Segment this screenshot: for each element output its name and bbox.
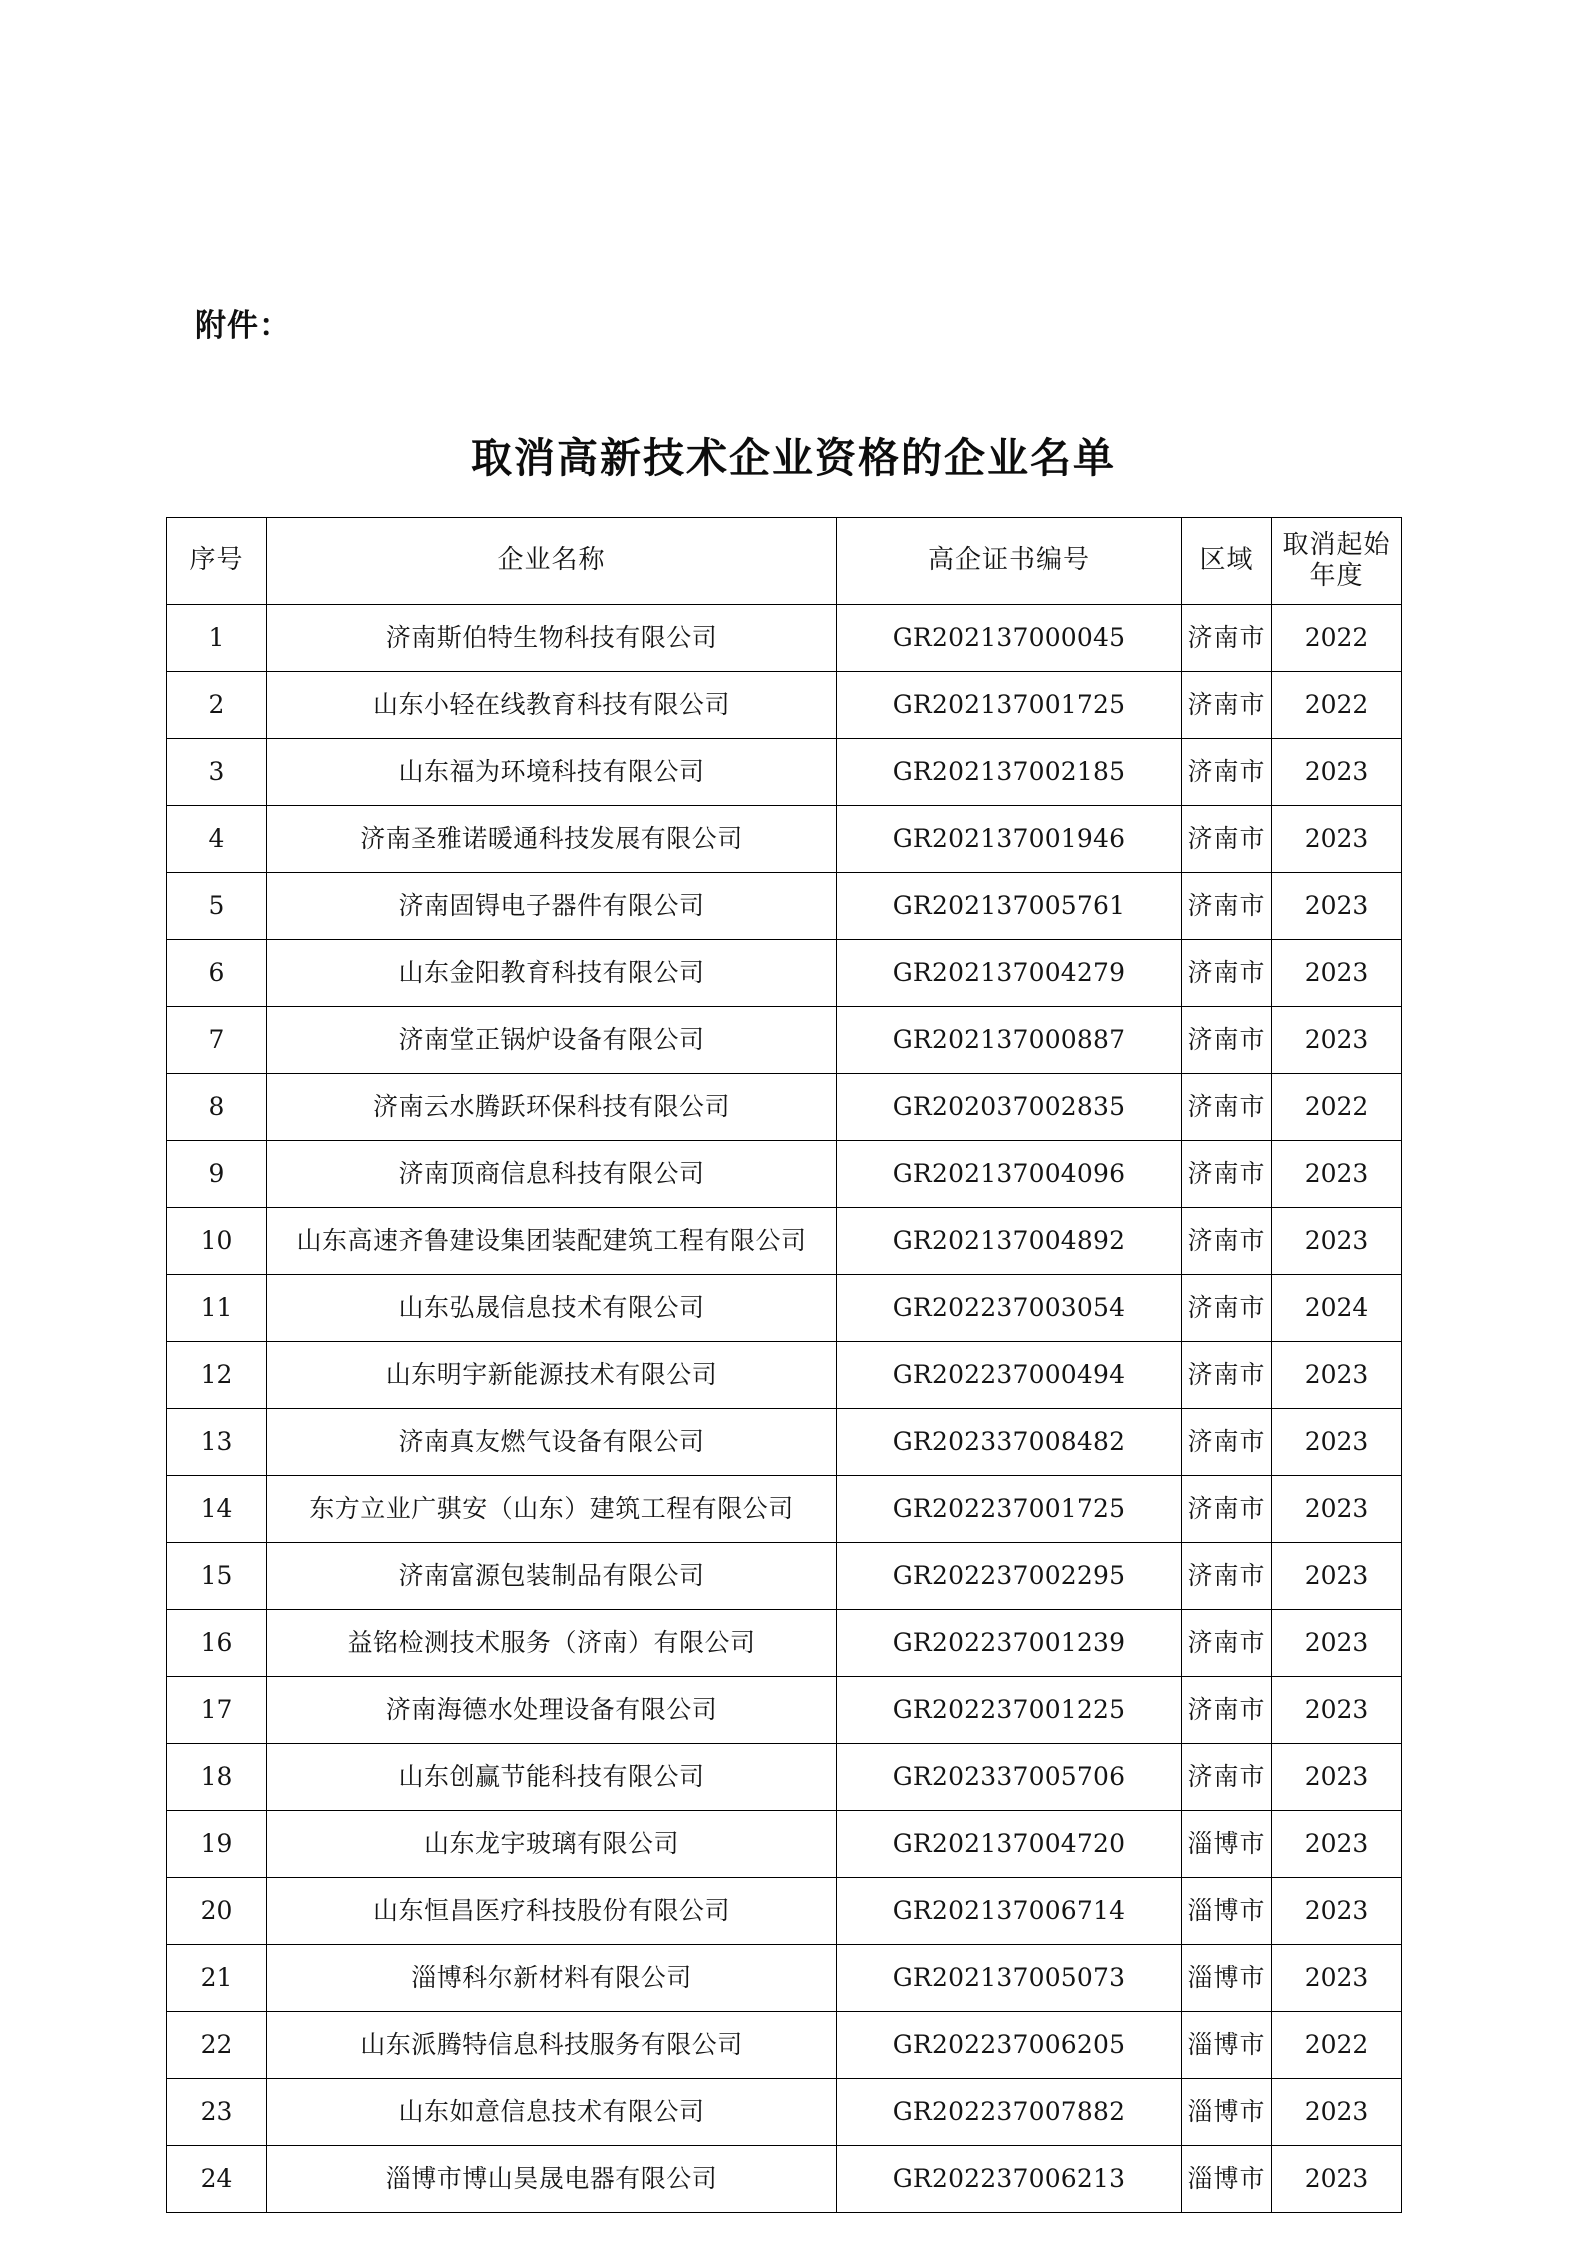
cell-certificate-number: GR202237000494	[837, 1342, 1182, 1409]
cell-index: 18	[167, 1744, 267, 1811]
column-header-cert: 高企证书编号	[837, 518, 1182, 605]
table-row	[167, 672, 1402, 739]
cell-index: 16	[167, 1610, 267, 1677]
cell-cancel-start-year: 2024	[1272, 1275, 1402, 1342]
cell-certificate-number: GR202237001725	[837, 1476, 1182, 1543]
cell-cancel-start-year: 2023	[1272, 1476, 1402, 1543]
cell-company-name: 济南斯伯特生物科技有限公司	[267, 605, 837, 672]
cell-company-name: 山东金阳教育科技有限公司	[267, 940, 837, 1007]
cell-company-name: 山东小轻在线教育科技有限公司	[267, 672, 837, 739]
table-row	[167, 1610, 1402, 1677]
table-row	[167, 1677, 1402, 1744]
cell-index: 24	[167, 2146, 267, 2213]
cell-cancel-start-year: 2023	[1272, 1007, 1402, 1074]
table-row	[167, 873, 1402, 940]
cell-index: 5	[167, 873, 267, 940]
cell-region: 济南市	[1182, 1543, 1272, 1610]
cell-certificate-number: GR202237003054	[837, 1275, 1182, 1342]
cell-company-name: 济南云水腾跃环保科技有限公司	[267, 1074, 837, 1141]
table-row	[167, 1141, 1402, 1208]
cell-cancel-start-year: 2023	[1272, 1677, 1402, 1744]
cell-region: 济南市	[1182, 873, 1272, 940]
cell-company-name: 济南固锝电子器件有限公司	[267, 873, 837, 940]
cell-certificate-number: GR202137001946	[837, 806, 1182, 873]
cell-region: 济南市	[1182, 1677, 1272, 1744]
cell-region: 济南市	[1182, 940, 1272, 1007]
cell-index: 7	[167, 1007, 267, 1074]
company-list-table	[166, 517, 1402, 2213]
cell-certificate-number: GR202337005706	[837, 1744, 1182, 1811]
cell-region: 淄博市	[1182, 2079, 1272, 2146]
cell-region: 济南市	[1182, 1141, 1272, 1208]
cell-index: 11	[167, 1275, 267, 1342]
cell-company-name: 淄博科尔新材料有限公司	[267, 1945, 837, 2012]
cell-cancel-start-year: 2023	[1272, 1208, 1402, 1275]
table-row	[167, 1074, 1402, 1141]
table-row	[167, 2146, 1402, 2213]
cell-index: 6	[167, 940, 267, 1007]
cell-company-name: 东方立业广骐安（山东）建筑工程有限公司	[267, 1476, 837, 1543]
cell-cancel-start-year: 2022	[1272, 605, 1402, 672]
cell-region: 济南市	[1182, 1074, 1272, 1141]
cell-index: 17	[167, 1677, 267, 1744]
cell-certificate-number: GR202237006205	[837, 2012, 1182, 2079]
column-header-region: 区域	[1182, 518, 1272, 605]
cell-cancel-start-year: 2022	[1272, 672, 1402, 739]
cell-index: 10	[167, 1208, 267, 1275]
cell-index: 8	[167, 1074, 267, 1141]
cell-company-name: 济南海德水处理设备有限公司	[267, 1677, 837, 1744]
cell-company-name: 济南顶商信息科技有限公司	[267, 1141, 837, 1208]
cell-company-name: 山东明宇新能源技术有限公司	[267, 1342, 837, 1409]
cell-company-name: 益铭检测技术服务（济南）有限公司	[267, 1610, 837, 1677]
table-row	[167, 1543, 1402, 1610]
cell-certificate-number: GR202337008482	[837, 1409, 1182, 1476]
cell-region: 济南市	[1182, 1342, 1272, 1409]
cell-company-name: 济南富源包装制品有限公司	[267, 1543, 837, 1610]
table-row	[167, 739, 1402, 806]
cell-cancel-start-year: 2023	[1272, 1610, 1402, 1677]
cell-region: 济南市	[1182, 739, 1272, 806]
cell-certificate-number: GR202137001725	[837, 672, 1182, 739]
table-row	[167, 1409, 1402, 1476]
cell-index: 1	[167, 605, 267, 672]
cell-certificate-number: GR202137006714	[837, 1878, 1182, 1945]
cell-company-name: 山东弘晟信息技术有限公司	[267, 1275, 837, 1342]
cell-index: 22	[167, 2012, 267, 2079]
table-row	[167, 2079, 1402, 2146]
cell-cancel-start-year: 2023	[1272, 1342, 1402, 1409]
cell-certificate-number: GR202137005073	[837, 1945, 1182, 2012]
table-row	[167, 1007, 1402, 1074]
cell-company-name: 山东派腾特信息科技服务有限公司	[267, 2012, 837, 2079]
cell-certificate-number: GR202137005761	[837, 873, 1182, 940]
cell-cancel-start-year: 2022	[1272, 1074, 1402, 1141]
table-row	[167, 1744, 1402, 1811]
table-header	[167, 518, 1402, 605]
cell-company-name: 山东龙宇玻璃有限公司	[267, 1811, 837, 1878]
cell-certificate-number: GR202137000887	[837, 1007, 1182, 1074]
column-header-name: 企业名称	[267, 518, 837, 605]
cell-region: 济南市	[1182, 1744, 1272, 1811]
table-body	[167, 605, 1402, 2213]
table-header-row	[167, 518, 1402, 605]
cell-index: 20	[167, 1878, 267, 1945]
cell-index: 9	[167, 1141, 267, 1208]
cell-region: 淄博市	[1182, 2012, 1272, 2079]
cell-region: 济南市	[1182, 1610, 1272, 1677]
cell-certificate-number: GR202137004096	[837, 1141, 1182, 1208]
cell-index: 14	[167, 1476, 267, 1543]
cell-company-name: 济南真友燃气设备有限公司	[267, 1409, 837, 1476]
cell-company-name: 济南堂正锅炉设备有限公司	[267, 1007, 837, 1074]
table-row	[167, 1476, 1402, 1543]
cell-cancel-start-year: 2023	[1272, 1744, 1402, 1811]
cell-cancel-start-year: 2023	[1272, 1543, 1402, 1610]
cell-index: 19	[167, 1811, 267, 1878]
cell-region: 淄博市	[1182, 2146, 1272, 2213]
cell-certificate-number: GR202137000045	[837, 605, 1182, 672]
cell-index: 3	[167, 739, 267, 806]
cell-cancel-start-year: 2023	[1272, 1878, 1402, 1945]
column-header-year-line1: 取消起始	[1282, 529, 1391, 560]
table-row	[167, 806, 1402, 873]
table-row	[167, 605, 1402, 672]
cell-cancel-start-year: 2023	[1272, 2146, 1402, 2213]
cell-cancel-start-year: 2023	[1272, 739, 1402, 806]
cell-region: 济南市	[1182, 1409, 1272, 1476]
cell-index: 13	[167, 1409, 267, 1476]
cell-cancel-start-year: 2023	[1272, 2079, 1402, 2146]
cell-cancel-start-year: 2022	[1272, 2012, 1402, 2079]
cell-region: 济南市	[1182, 806, 1272, 873]
cell-region: 淄博市	[1182, 1811, 1272, 1878]
cell-company-name: 山东福为环境科技有限公司	[267, 739, 837, 806]
cell-company-name: 淄博市博山昊晟电器有限公司	[267, 2146, 837, 2213]
cell-certificate-number: GR202037002835	[837, 1074, 1182, 1141]
column-header-year-line2: 年度	[1309, 561, 1364, 591]
cell-company-name: 山东如意信息技术有限公司	[267, 2079, 837, 2146]
table-row	[167, 1945, 1402, 2012]
cell-region: 济南市	[1182, 672, 1272, 739]
cell-certificate-number: GR202137002185	[837, 739, 1182, 806]
cell-cancel-start-year: 2023	[1272, 1945, 1402, 2012]
cell-cancel-start-year: 2023	[1272, 940, 1402, 1007]
table-row	[167, 1878, 1402, 1945]
cell-index: 15	[167, 1543, 267, 1610]
cell-index: 23	[167, 2079, 267, 2146]
cell-company-name: 山东高速齐鲁建设集团装配建筑工程有限公司	[267, 1208, 837, 1275]
column-header-year	[1272, 518, 1402, 605]
cell-index: 12	[167, 1342, 267, 1409]
column-header-index: 序号	[167, 518, 267, 605]
table-row	[167, 940, 1402, 1007]
company-list-table-container	[166, 517, 1401, 2213]
cell-region: 济南市	[1182, 1007, 1272, 1074]
cell-cancel-start-year: 2023	[1272, 1811, 1402, 1878]
cell-certificate-number: GR202237006213	[837, 2146, 1182, 2213]
cell-certificate-number: GR202237001239	[837, 1610, 1182, 1677]
page-title: 取消高新技术企业资格的企业名单	[471, 434, 1116, 482]
cell-region: 济南市	[1182, 1476, 1272, 1543]
cell-index: 2	[167, 672, 267, 739]
cell-certificate-number: GR202137004720	[837, 1811, 1182, 1878]
cell-region: 济南市	[1182, 1275, 1272, 1342]
table-row	[167, 1811, 1402, 1878]
cell-company-name: 山东创赢节能科技有限公司	[267, 1744, 837, 1811]
cell-cancel-start-year: 2023	[1272, 806, 1402, 873]
cell-cancel-start-year: 2023	[1272, 873, 1402, 940]
cell-cancel-start-year: 2023	[1272, 1141, 1402, 1208]
table-row	[167, 1275, 1402, 1342]
attachment-label: 附件：	[195, 308, 291, 344]
cell-region: 济南市	[1182, 605, 1272, 672]
cell-company-name: 济南圣雅诺暖通科技发展有限公司	[267, 806, 837, 873]
cell-company-name: 山东恒昌医疗科技股份有限公司	[267, 1878, 837, 1945]
table-row	[167, 1208, 1402, 1275]
cell-region: 济南市	[1182, 1208, 1272, 1275]
cell-region: 淄博市	[1182, 1945, 1272, 2012]
cell-certificate-number: GR202137004892	[837, 1208, 1182, 1275]
cell-certificate-number: GR202237007882	[837, 2079, 1182, 2146]
cell-cancel-start-year: 2023	[1272, 1409, 1402, 1476]
cell-certificate-number: GR202237001225	[837, 1677, 1182, 1744]
cell-index: 4	[167, 806, 267, 873]
table-row	[167, 1342, 1402, 1409]
cell-index: 21	[167, 1945, 267, 2012]
cell-region: 淄博市	[1182, 1878, 1272, 1945]
cell-certificate-number: GR202137004279	[837, 940, 1182, 1007]
table-row	[167, 2012, 1402, 2079]
cell-certificate-number: GR202237002295	[837, 1543, 1182, 1610]
